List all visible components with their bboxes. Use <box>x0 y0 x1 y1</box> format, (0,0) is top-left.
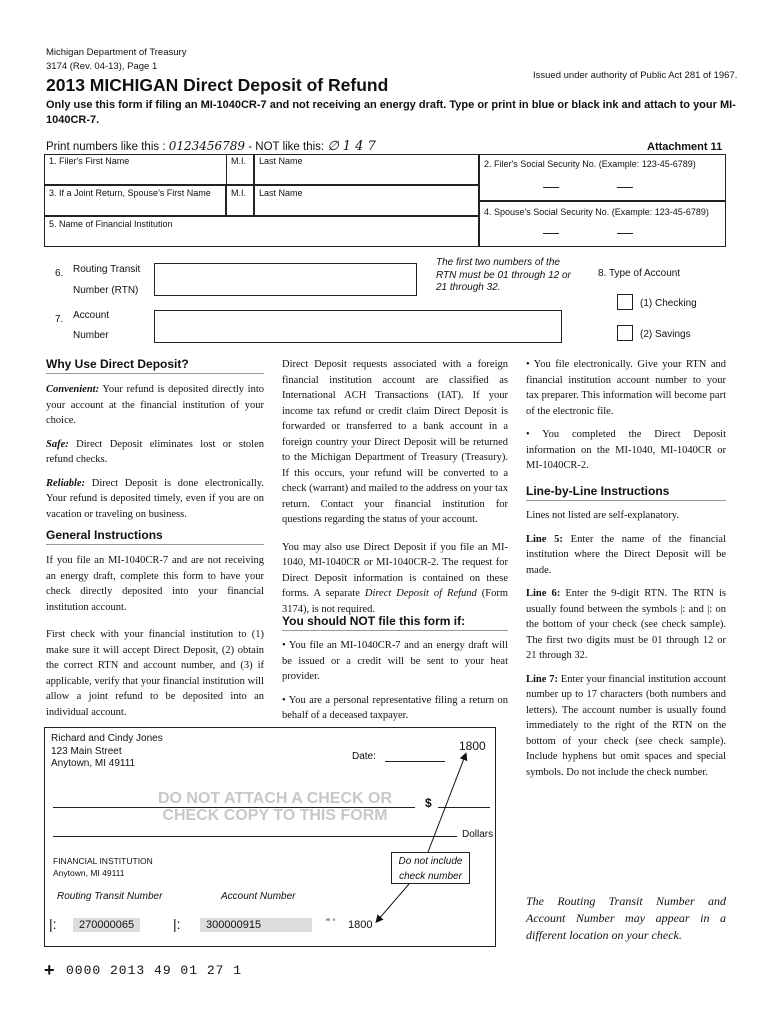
general-heading: General Instructions <box>46 528 264 545</box>
spouse-last-name-field[interactable]: Last Name <box>254 185 479 216</box>
attachment-number: Attachment 11 <box>647 141 723 153</box>
arrow-to-micr-number <box>378 884 409 920</box>
rtn-caption: Routing Transit Number <box>57 891 163 902</box>
middle-section: Direct Deposit requests associated with a foreign financial institution account are classified as International ACH Transactions (IAT). If your income tax refund or credit claim Direct Deposit is forwarded or transferred to a bank account in a foreign country your Direct Deposit will be returned to the Michigan Department of Treasury (Treasury). If this occurs, your refund will be converted to a check (warrant) and mailed to the address on your tax return. Contact your financial institution for questions regarding the status of your account. You may also use Direct Deposit if you file an MI-1040, MI-1040CR or MI-1040CR-2. The request for Direct Deposit information is contained on these forms. A separate Direct Deposit of Refund (Form 3174), is not required. <box>282 359 509 615</box>
rtn-label-1: Routing Transit <box>73 264 141 275</box>
do-not-include-callout: Do not include check number <box>391 852 470 884</box>
filer-first-name-field[interactable]: 1. Filer's First Name <box>44 154 479 185</box>
micr-symbol-2: |: <box>173 916 181 932</box>
why-heading: Why Use Direct Deposit? <box>46 357 264 374</box>
filer-mi-field[interactable]: M.I. <box>226 154 254 185</box>
rtn-input[interactable] <box>154 263 417 296</box>
spouse-mi-field[interactable]: M.I. <box>226 185 254 216</box>
rtn-location-note: The Routing Transit Number and Account Number may appear in a different location on your check. <box>526 894 726 942</box>
print-numbers-example: Print numbers like this : 0123456789 - NOT like this: ∅ 1 4 7 <box>46 139 376 154</box>
financial-institution-field[interactable]: 5. Name of Financial Institution <box>44 216 479 247</box>
check-institution: FINANCIAL INSTITUTION Anytown, MI 49111 <box>53 856 153 878</box>
checking-label: (1) Checking <box>640 298 697 309</box>
account-label-2: Number <box>73 330 109 341</box>
dollar-sign: $ <box>425 796 432 810</box>
why-section: Convenient: Your refund is deposited directly into your account at the financial institution of your choice. Safe: Direct Deposit eliminates lost or stolen refund checks. Reliable: Direct Deposit is done electronically. Your refund is deposited timely, even if you are on vacation or traveling on business. <box>46 384 264 520</box>
good-numbers-example: 0123456789 <box>168 139 246 153</box>
check-watermark: DO NOT ATTACH A CHECK OR CHECK COPY TO THIS FORM <box>157 790 393 824</box>
bad-numbers-example: ∅ 1 4 7 <box>327 139 376 154</box>
spouse-first-name-field[interactable]: 3. If a Joint Return, Spouse's First Name <box>44 185 226 216</box>
filer-last-name-field[interactable]: Last Name <box>254 154 479 185</box>
savings-label: (2) Savings <box>640 329 691 340</box>
check-owner: Richard and Cindy Jones 123 Main Street Anytown, MI 49111 <box>51 733 163 769</box>
callout-arrows <box>45 728 497 948</box>
footer-code: 0000 2013 49 01 27 1 <box>66 963 243 978</box>
sample-check <box>44 727 496 947</box>
right-bullets: • You file electronically. Give your RTN and financial institution account number to your tax preparer. This information will become part of the electronic file. • You completed the Direct Deposit information on the MI-1040, MI-1040CR or MI-1040CR-2. <box>526 359 726 471</box>
rtn-note: The first two numbers of the RTN must be 01 through 12 or 21 through 32. <box>436 257 571 293</box>
line-7-number: 7. <box>55 314 64 325</box>
micr-symbol-1: |: <box>49 916 57 932</box>
checking-checkbox[interactable] <box>617 294 633 310</box>
authority-text: Issued under authority of Public Act 281 of 1967. <box>533 70 738 81</box>
account-number-input[interactable] <box>154 310 562 343</box>
page-title: 2013 MICHIGAN Direct Deposit of Refund <box>46 75 389 95</box>
dollars-label: Dollars <box>462 829 494 840</box>
account-type-label: 8. Type of Account <box>598 268 681 279</box>
spouse-ssn-field[interactable]: 4. Spouse's Social Security No. (Example: 123-45-6789) <box>479 201 726 247</box>
arrow-to-check-number <box>428 756 465 852</box>
micr-check-number: 1800 <box>348 919 373 931</box>
footer-plus: + <box>44 960 55 980</box>
general-section: If you file an MI-1040CR-7 and are not receiving an energy draft, complete this form to have your check directly deposited into your financial institution account. First check with your financial institution to (1) make sure it will accept Direct Deposit, (2) obtain the correct RTN and account number, and (3) if applicable, verify that your financial institution will allow a joint refund to be deposited into an individual account. <box>46 555 264 718</box>
line-by-line-heading: Line-by-Line Instructions <box>526 484 726 501</box>
nofile-section: • You file an MI-1040CR-7 and an energy draft will be issued or a credit will be sent to your heat provider. • You are a personal representative filing a return on behalf of a deceased taxpayer. <box>282 640 508 721</box>
savings-checkbox[interactable] <box>617 325 633 341</box>
nofile-heading: You should NOT file this form if: <box>282 614 508 631</box>
date-label: Date: <box>352 751 376 762</box>
rtn-value: 270000065 <box>73 918 140 932</box>
form-id: 3174 (Rev. 04-13), Page 1 <box>46 61 158 72</box>
account-value: 300000915 <box>200 918 312 932</box>
account-caption: Account Number <box>221 891 296 902</box>
check-number: 1800 <box>459 739 486 753</box>
line-by-line-section: Lines not listed are self-explanatory. Line 5: Enter the name of the financial institution where the Direct Deposit will be made. Line 6: Enter the 9-digit RTN. The RTN is usually found between the symbols |: and |: on the bottom of your check (see check sample). The first two digits must be 01 through 12 or 21 through 32. Line 7: Enter your financial institution account number up to 17 characters (both numbers and letters). The account number is usually found immediately to the right of the RTN on the bottom of your check (see check sample). Include hyphens but omit spaces and special symbols. Do not include the check number. <box>526 510 727 778</box>
rtn-label-2: Number (RTN) <box>73 285 139 296</box>
filer-ssn-field[interactable]: 2. Filer's Social Security No. (Example: 123-45-6789) <box>479 154 726 201</box>
department-name: Michigan Department of Treasury <box>46 47 187 58</box>
line-6-number: 6. <box>55 268 64 279</box>
account-label-1: Account <box>73 310 110 321</box>
micr-symbol-3: " ' <box>326 917 336 929</box>
form-instruction: Only use this form if filing an MI-1040CR-7 and not receiving an energy draft. Type or print in blue or black ink and attach to your MI-1040CR-7. <box>46 99 736 126</box>
